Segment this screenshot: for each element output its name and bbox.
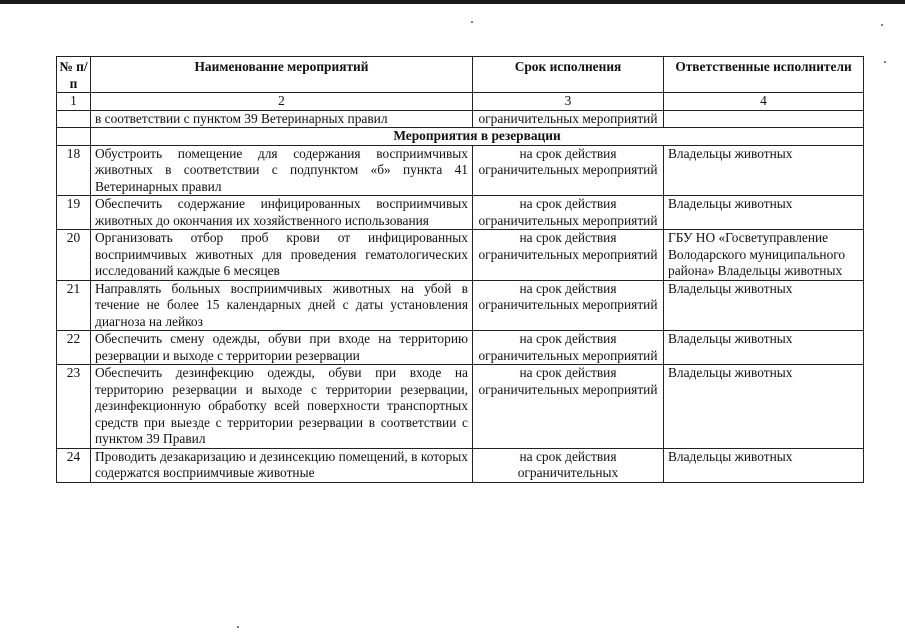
measure-responsible: Владельцы животных bbox=[664, 448, 864, 482]
scan-speck bbox=[881, 24, 883, 26]
scan-speck bbox=[237, 626, 239, 628]
measures-table bbox=[56, 56, 864, 483]
table-row bbox=[57, 280, 864, 331]
header-responsible: Ответственные исполнители bbox=[664, 57, 864, 93]
table-row bbox=[57, 365, 864, 449]
continuation-row bbox=[57, 110, 864, 128]
measure-name: Проводить дезакаризацию и дезинсекцию помещений, в которых содержатся восприимчивые животные bbox=[91, 448, 473, 482]
scan-speck bbox=[471, 21, 473, 23]
column-number: 4 bbox=[664, 93, 864, 111]
measure-responsible: Владельцы животных bbox=[664, 365, 864, 449]
measure-name: Организовать отбор проб крови от инфицированных восприимчивых животных для проведения гематологических исследований каждые 6 месяцев bbox=[91, 230, 473, 281]
table-row bbox=[57, 448, 864, 482]
measure-responsible: Владельцы животных bbox=[664, 331, 864, 365]
column-number: 1 bbox=[57, 93, 91, 111]
measure-name: Обеспечить содержание инфицированных восприимчивых животных до окончания их хозяйственного использования bbox=[91, 196, 473, 230]
scan-speck bbox=[884, 61, 886, 63]
table-row bbox=[57, 331, 864, 365]
row-number: 22 bbox=[57, 331, 91, 365]
header-number: № п/п bbox=[57, 57, 91, 93]
measure-term: на срок действия ограничительных мероприятий bbox=[473, 145, 664, 196]
measure-term: на срок действия ограничительных мероприятий bbox=[473, 365, 664, 449]
scan-top-border bbox=[0, 0, 905, 4]
row-number: 18 bbox=[57, 145, 91, 196]
table-row bbox=[57, 196, 864, 230]
table-row bbox=[57, 230, 864, 281]
measure-term: на срок действия ограничительных bbox=[473, 448, 664, 482]
row-number: 21 bbox=[57, 280, 91, 331]
measure-responsible: ГБУ НО «Госветуправление Володарского муниципального района» Владельцы животных bbox=[664, 230, 864, 281]
section-row bbox=[57, 128, 864, 146]
measure-term: ограничительных мероприятий bbox=[473, 110, 664, 128]
measure-name: Обеспечить смену одежды, обуви при входе на территорию резервации и выходе с территории резервации bbox=[91, 331, 473, 365]
measure-responsible: Владельцы животных bbox=[664, 145, 864, 196]
measure-responsible bbox=[664, 110, 864, 128]
column-number-row bbox=[57, 93, 864, 111]
row-number: 20 bbox=[57, 230, 91, 281]
header-term: Срок исполнения bbox=[473, 57, 664, 93]
table-row bbox=[57, 145, 864, 196]
row-number: 23 bbox=[57, 365, 91, 449]
measure-term: на срок действия ограничительных мероприятий bbox=[473, 230, 664, 281]
measure-name: Направлять больных восприимчивых животных на убой в течение не более 15 календарных дней с даты установления диагноза на лейкоз bbox=[91, 280, 473, 331]
row-number: 24 bbox=[57, 448, 91, 482]
measure-term: на срок действия ограничительных мероприятий bbox=[473, 196, 664, 230]
measure-name: Обустроить помещение для содержания восприимчивых животных в соответствии с подпунктом «б» пункта 41 Ветеринарных правил bbox=[91, 145, 473, 196]
header-measure-name: Наименование мероприятий bbox=[91, 57, 473, 93]
measure-responsible: Владельцы животных bbox=[664, 280, 864, 331]
measure-responsible: Владельцы животных bbox=[664, 196, 864, 230]
row-number: 19 bbox=[57, 196, 91, 230]
section-spacer bbox=[57, 128, 91, 146]
measure-name: в соответствии с пунктом 39 Ветеринарных правил bbox=[91, 110, 473, 128]
table-header-row bbox=[57, 57, 864, 93]
column-number: 3 bbox=[473, 93, 664, 111]
measure-term: на срок действия ограничительных мероприятий bbox=[473, 331, 664, 365]
section-title: Мероприятия в резервации bbox=[91, 128, 864, 146]
measure-name: Обеспечить дезинфекцию одежды, обуви при входе на территорию резервации и выходе с территории резервации, дезинфекционную обработку всей поверхности транспортных средств при выезде с территории резервации в соответствии с пунктом 39 Правил bbox=[91, 365, 473, 449]
measure-term: на срок действия ограничительных мероприятий bbox=[473, 280, 664, 331]
column-number: 2 bbox=[91, 93, 473, 111]
row-number bbox=[57, 110, 91, 128]
